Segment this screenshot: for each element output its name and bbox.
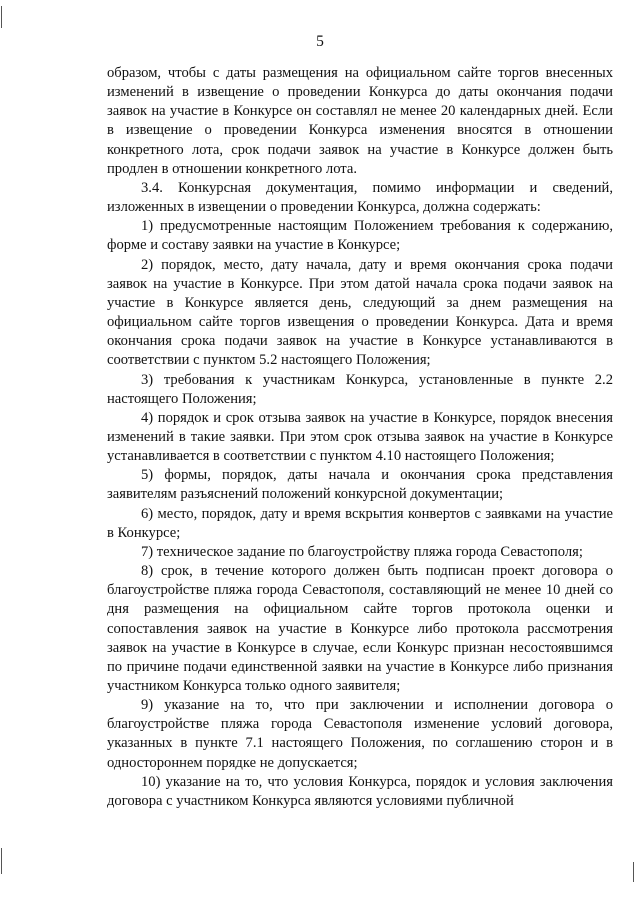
list-item-7: 7) техническое задание по благоустройству пляжа города Севастополя;	[141, 543, 583, 560]
page-number: 5	[316, 33, 324, 50]
list-item-8: 8) срок, в течение которого должен быть подписан проект договора о благоустройстве пляжа города Севастополя, составляющий не менее 10 дней со дня размещения на официальном сайте торгов протокола оценки и сопоставления заявок на участие в Конкурсе либо протокола рассмотрения заявок на участие в Конкурсе в случае, если Конкурс признан несостоявшимся по причине подачи единственной заявки на участие в Конкурсе либо признания участником Конкурса только одного заявителя;	[107, 563, 613, 694]
list-item-9: 9) указание на то, что при заключении и исполнении договора о благоустройстве пляжа города Севастополя изменение условий договора, указанных в пункте 7.1 настоящего Положения, по соглашению сторон и в одностороннем порядке не допускается;	[107, 697, 613, 771]
paragraph-continuation: образом, чтобы с даты размещения на официальном сайте торгов внесенных изменений в извещение о проведении Конкурса до даты окончания подачи заявок на участие в Конкурсе он составлял не менее 20 календарных дней. Если в извещение о проведении Конкурса изменения вносятся в отношении конкретного лота, срок подачи заявок на участие в Конкурсе должен быть продлен в отношении конкретного лота.	[107, 65, 613, 177]
list-item-1: 1) предусмотренные настоящим Положением требования к содержанию, форме и составу заявки на участие в Конкурсе;	[107, 218, 613, 254]
list-item-4: 4) порядок и срок отзыва заявок на участие в Конкурсе, порядок внесения изменений в такие заявки. При этом срок отзыва заявок на участие в Конкурсе устанавливается в соответствии с пунктом 4.10 настоящего Положения;	[107, 409, 613, 465]
list-item-2: 2) порядок, место, дату начала, дату и время окончания срока подачи заявок на участие в Конкурсе. При этом датой начала срока подачи заявок на участие в Конкурсе является день, следующий за днем размещения на официальном сайте торгов извещения о проведении Конкурса. Дата и время окончания срока подачи заявок на участие в Конкурсе устанавливаются в соответствии с пунктом 5.2 настоящего Положения;	[107, 256, 613, 369]
body-text	[107, 64, 613, 811]
right-margin-mark	[633, 862, 634, 882]
left-margin-mark-bottom	[1, 848, 2, 874]
list-item-5: 5) формы, порядок, даты начала и окончания срока представления заявителям разъяснений положений конкурсной документации;	[107, 467, 613, 503]
left-margin-mark-top	[1, 6, 2, 28]
list-item-3: 3) требования к участникам Конкурса, установленные в пункте 2.2 настоящего Положения;	[107, 371, 613, 407]
list-item-6: 6) место, порядок, дату и время вскрытия конвертов с заявками на участие в Конкурсе;	[107, 505, 613, 541]
paragraph-3-4: 3.4. Конкурсная документация, помимо информации и сведений, изложенных в извещении о проведении Конкурса, должна содержать:	[107, 179, 613, 216]
list-item-10: 10) указание на то, что условия Конкурса, порядок и условия заключения договора с участником Конкурса являются условиями публичной	[107, 773, 613, 809]
